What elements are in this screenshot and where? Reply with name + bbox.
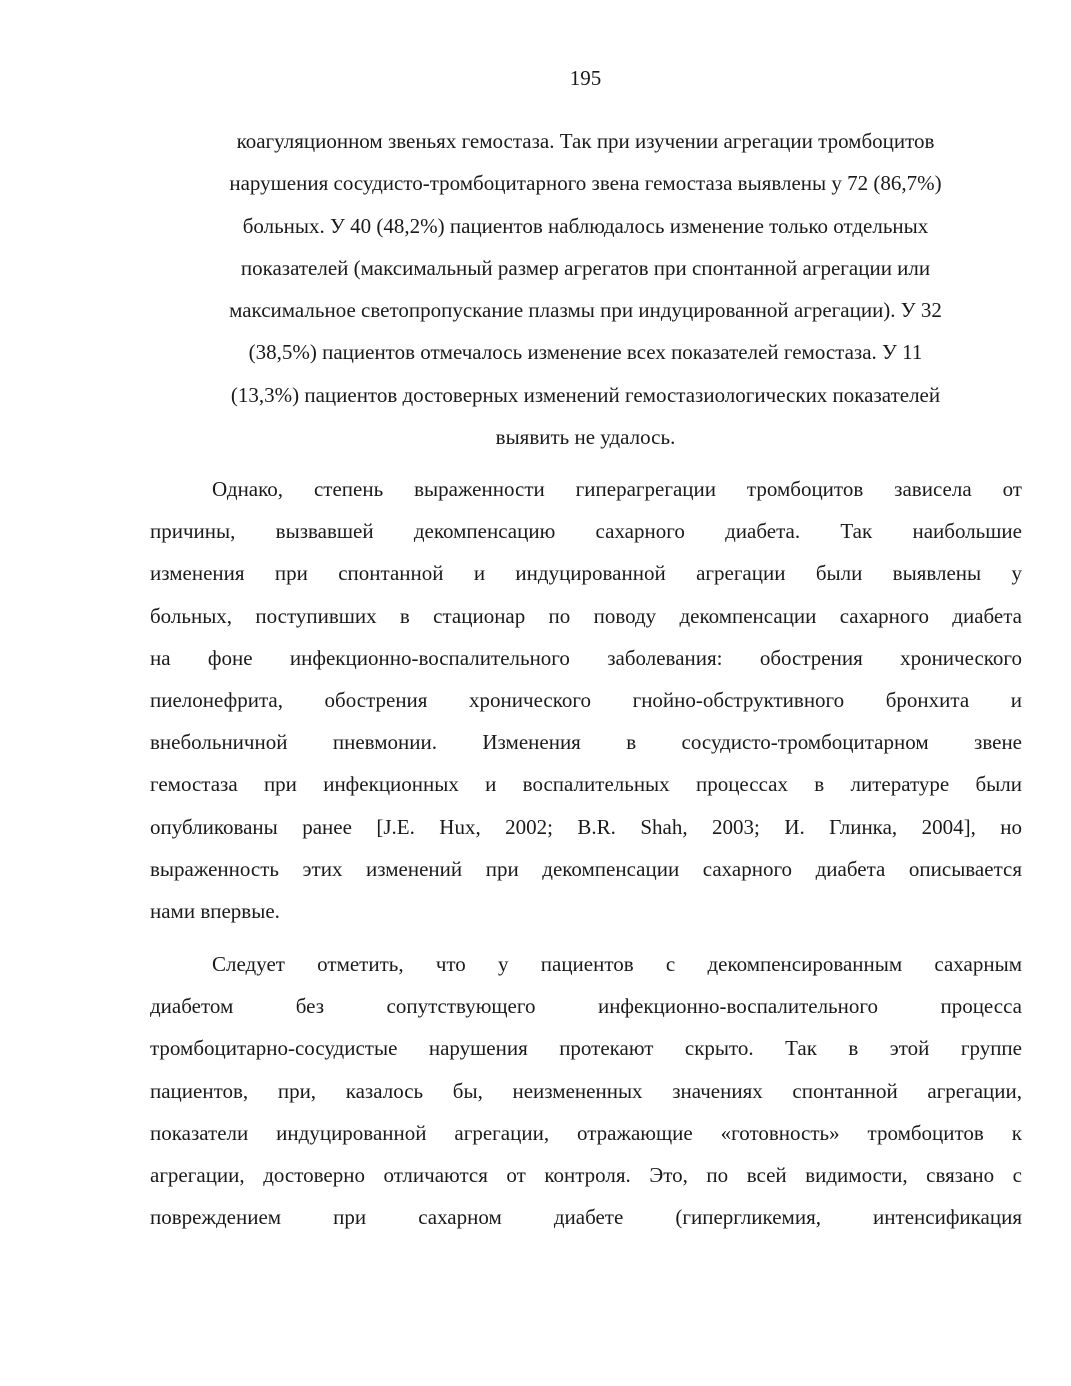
text-line: гемостаза при инфекционных и воспалительных процессах в литературе были: [150, 772, 1022, 797]
text-line: (13,3%) пациентов достоверных изменений гемостазиологических показателей: [230, 382, 941, 407]
text-line: повреждением при сахарном диабете (гипергликемия, интенсификация: [150, 1205, 1022, 1230]
page-number: [0, 62, 1071, 94]
text-line: больных. У 40 (48,2%) пациентов наблюдалось изменение только отдельных: [242, 213, 929, 238]
text-line: выявить не удалось.: [495, 425, 676, 450]
text-line: пиелонефрита, обострения хронического гнойно-обструктивного бронхита и: [150, 687, 1022, 712]
text-line: изменения при спонтанной и индуцированной агрегации были выявлены у: [150, 561, 1022, 586]
text-line: нарушения сосудисто-тромбоцитарного звена гемостаза выявлены у 72 (86,7%): [229, 171, 942, 196]
centered-text-block: [160, 120, 1011, 458]
text-line: выраженность этих изменений при декомпенсации сахарного диабета описывается: [150, 856, 1022, 881]
paragraph-latent-disorders: [150, 943, 1022, 1238]
text-line: пациентов, при, казалось бы, неизмененных значениях спонтанной агрегации,: [150, 1078, 1022, 1103]
text-line: на фоне инфекционно-воспалительного заболевания: обострения хронического: [150, 645, 1022, 670]
paragraph-hyperaggregation: [150, 468, 1022, 932]
text-line: опубликованы ранее [J.E. Hux, 2002; B.R. Shah, 2003; И. Глинка, 2004], но: [150, 814, 1022, 839]
text-line: Однако, степень выраженности гиперагрегации тромбоцитов зависела от: [212, 477, 1022, 501]
text-line: нами впервые.: [150, 898, 280, 923]
text-line: (38,5%) пациентов отмечалось изменение всех показателей гемостаза. У 11: [248, 340, 923, 365]
text-line: внебольничной пневмонии. Изменения в сосудисто-тромбоцитарном звене: [150, 730, 1022, 755]
text-line: Следует отметить, что у пациентов с декомпенсированным сахарным: [212, 952, 1022, 976]
page-number-text: 195: [569, 66, 602, 90]
text-line: тромбоцитарно-сосудистые нарушения протекают скрыто. Так в этой группе: [150, 1036, 1022, 1061]
text-line: агрегации, достоверно отличаются от контроля. Это, по всей видимости, связано с: [150, 1162, 1022, 1187]
text-line: показателей (максимальный размер агрегатов при спонтанной агрегации или: [240, 255, 931, 280]
text-line: больных, поступивших в стационар по поводу декомпенсации сахарного диабета: [150, 603, 1022, 628]
text-line: причины, вызвавшей декомпенсацию сахарного диабета. Так наибольшие: [150, 519, 1022, 544]
text-line: максимальное светопропускание плазмы при индуцированной агрегации). У 32: [229, 298, 942, 323]
text-line: коагуляционном звеньях гемостаза. Так при изучении агрегации тромбоцитов: [236, 129, 935, 153]
text-line: показатели индуцированной агрегации, отражающие «готовность» тромбоцитов к: [150, 1120, 1022, 1145]
text-line: диабетом без сопутствующего инфекционно-воспалительного процесса: [150, 994, 1022, 1019]
